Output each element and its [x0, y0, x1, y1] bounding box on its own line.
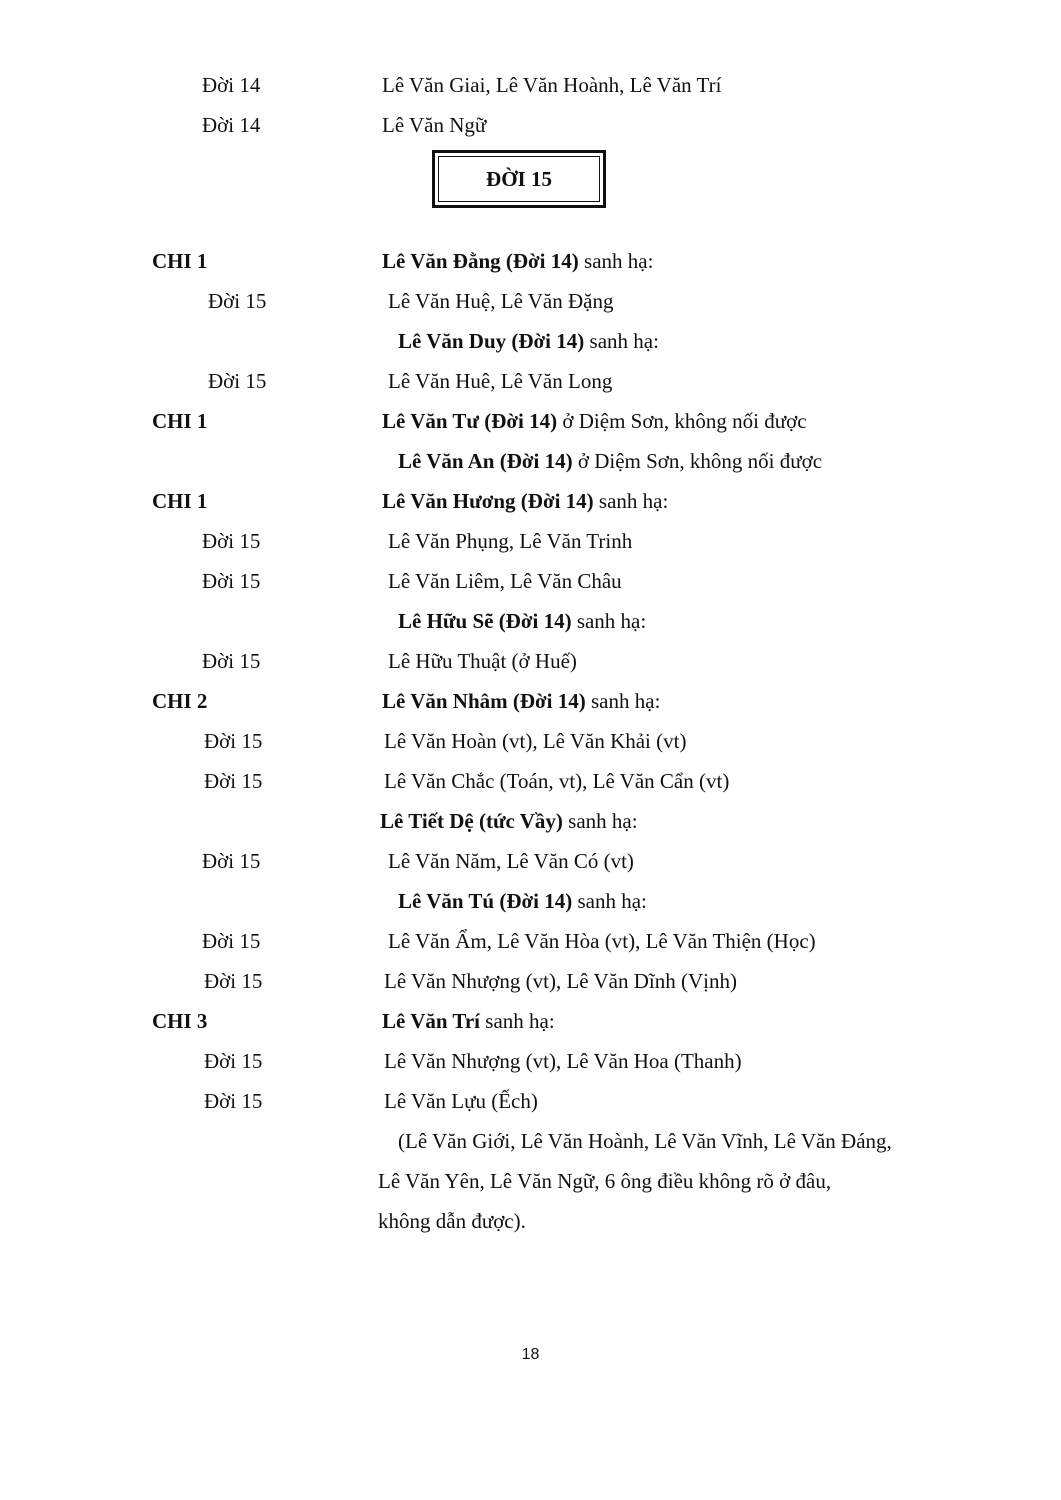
text-line: [202, 648, 260, 674]
line-text: Đời 15: [202, 849, 261, 873]
line-text: Lê Văn Huê, Lê Văn Long: [388, 369, 613, 393]
text-line: [384, 1088, 538, 1114]
line-text: Lê Văn Ẩm, Lê Văn Hòa (vt), Lê Văn Thiện (Học): [388, 929, 816, 953]
line-bold-text: Lê Văn Hương (Đời 14): [382, 489, 594, 513]
text-line: [382, 688, 660, 714]
line-text: Đời 15: [204, 1089, 263, 1113]
text-line: [384, 768, 729, 794]
text-line: [382, 248, 653, 274]
line-text: (Lê Văn Giới, Lê Văn Hoành, Lê Văn Vĩnh, Lê Văn Đáng,: [398, 1129, 892, 1153]
line-bold-text: CHI 3: [152, 1009, 208, 1033]
text-line: [378, 1208, 526, 1234]
text-line: [202, 848, 260, 874]
line-bold-text: Lê Văn Trí: [382, 1009, 481, 1033]
line-text: Lê Văn Huệ, Lê Văn Đặng: [388, 289, 614, 313]
text-line: [202, 72, 260, 98]
line-rest-text: sanh hạ:: [578, 249, 654, 273]
line-text: Đời 15: [208, 289, 267, 313]
text-line: [388, 928, 816, 954]
line-text: Lê Văn Yên, Lê Văn Ngữ, 6 ông điều không rõ ở đâu,: [378, 1169, 832, 1193]
text-line: [378, 1168, 831, 1194]
text-line: [384, 1048, 742, 1074]
text-line: [398, 1128, 892, 1154]
line-bold-text: CHI 1: [152, 249, 208, 273]
text-line: [152, 1008, 207, 1034]
text-line: [382, 408, 807, 434]
text-line: [152, 688, 207, 714]
line-rest-text: sanh hạ:: [585, 689, 661, 713]
line-text: Đời 15: [204, 769, 263, 793]
line-text: Đời 15: [202, 649, 261, 673]
text-line: [204, 1088, 262, 1114]
line-text: Lê Văn Chắc (Toán, vt), Lê Văn Cẩn (vt): [384, 769, 730, 793]
line-bold-text: CHI 1: [152, 489, 208, 513]
line-bold-text: Lê Hữu Sẽ (Đời 14): [398, 609, 572, 633]
line-text: Lê Văn Hoàn (vt), Lê Văn Khải (vt): [384, 729, 687, 753]
line-rest-text: ở Diệm Sơn, không nối được: [572, 449, 823, 473]
text-line: [388, 648, 577, 674]
line-rest-text: ở Diệm Sơn, không nối được: [557, 409, 807, 433]
text-line: [388, 288, 613, 314]
text-line: [204, 968, 262, 994]
line-text: không dẫn được).: [378, 1209, 526, 1233]
line-text: Lê Văn Năm, Lê Văn Có (vt): [388, 849, 634, 873]
text-line: [388, 528, 632, 554]
text-line: [208, 368, 266, 394]
text-line: [204, 728, 262, 754]
section-heading-inner: [438, 156, 600, 202]
text-line: [152, 488, 207, 514]
line-text: Đời 15: [204, 969, 263, 993]
line-text: Lê Văn Nhượng (vt), Lê Văn Hoa (Thanh): [384, 1049, 742, 1073]
line-text: Lê Văn Lựu (Ếch): [384, 1089, 538, 1113]
text-line: [204, 1048, 262, 1074]
line-rest-text: sanh hạ:: [571, 609, 647, 633]
line-bold-text: Lê Văn Tư (Đời 14): [382, 409, 558, 433]
line-rest-text: sanh hạ:: [584, 329, 659, 353]
line-bold-text: Lê Tiết Dệ (tức Vầy): [380, 809, 563, 833]
line-bold-text: CHI 1: [152, 409, 208, 433]
line-text: Đời 15: [202, 929, 261, 953]
text-line: [398, 888, 647, 914]
text-line: [388, 368, 612, 394]
text-line: [202, 112, 260, 138]
line-bold-text: Lê Văn Đằng (Đời 14): [382, 249, 579, 273]
text-line: [382, 72, 721, 98]
text-line: [208, 288, 266, 314]
line-bold-text: Lê Văn Tú (Đời 14): [398, 889, 573, 913]
line-rest-text: sanh hạ:: [480, 1009, 555, 1033]
line-text: Đời 15: [204, 1049, 263, 1073]
text-line: [398, 328, 659, 354]
section-heading-box: [432, 150, 606, 208]
line-text: Lê Văn Nhượng (vt), Lê Văn Dĩnh (Vịnh): [384, 969, 737, 993]
line-rest-text: sanh hạ:: [562, 809, 638, 833]
line-text: Lê Văn Ngữ: [382, 113, 487, 137]
line-text: Lê Văn Phụng, Lê Văn Trinh: [388, 529, 633, 553]
line-bold-text: Lê Văn Duy (Đời 14): [398, 329, 585, 353]
line-text: Đời 14: [202, 113, 261, 137]
line-bold-text: CHI 2: [152, 689, 208, 713]
line-text: Lê Văn Liêm, Lê Văn Châu: [388, 569, 622, 593]
text-line: [384, 728, 686, 754]
line-text: Đời 14: [202, 73, 261, 97]
line-bold-text: Lê Văn An (Đời 14): [398, 449, 573, 473]
line-rest-text: sanh hạ:: [572, 889, 647, 913]
page-number: 18: [521, 1346, 540, 1363]
text-line: [202, 928, 260, 954]
text-line: [382, 488, 668, 514]
line-text: Đời 15: [204, 729, 263, 753]
text-line: [398, 608, 646, 634]
text-line: [152, 248, 207, 274]
line-text: Đời 15: [202, 529, 261, 553]
text-line: [382, 1008, 555, 1034]
text-line: [380, 808, 638, 834]
line-text: Lê Hữu Thuật (ở Huế): [388, 649, 577, 673]
text-line: [202, 568, 260, 594]
text-line: [388, 848, 634, 874]
text-line: [204, 768, 262, 794]
line-text: Đời 15: [208, 369, 267, 393]
text-line: [152, 408, 207, 434]
line-bold-text: Lê Văn Nhâm (Đời 14): [382, 689, 586, 713]
text-line: [384, 968, 737, 994]
line-rest-text: sanh hạ:: [593, 489, 669, 513]
line-text: Đời 15: [202, 569, 261, 593]
text-line: [202, 528, 260, 554]
text-line: [388, 568, 622, 594]
line-text: Lê Văn Giai, Lê Văn Hoành, Lê Văn Trí: [382, 73, 722, 97]
text-line: [382, 112, 486, 138]
section-heading: ĐỜI 15: [486, 166, 552, 191]
text-line: [398, 448, 822, 474]
